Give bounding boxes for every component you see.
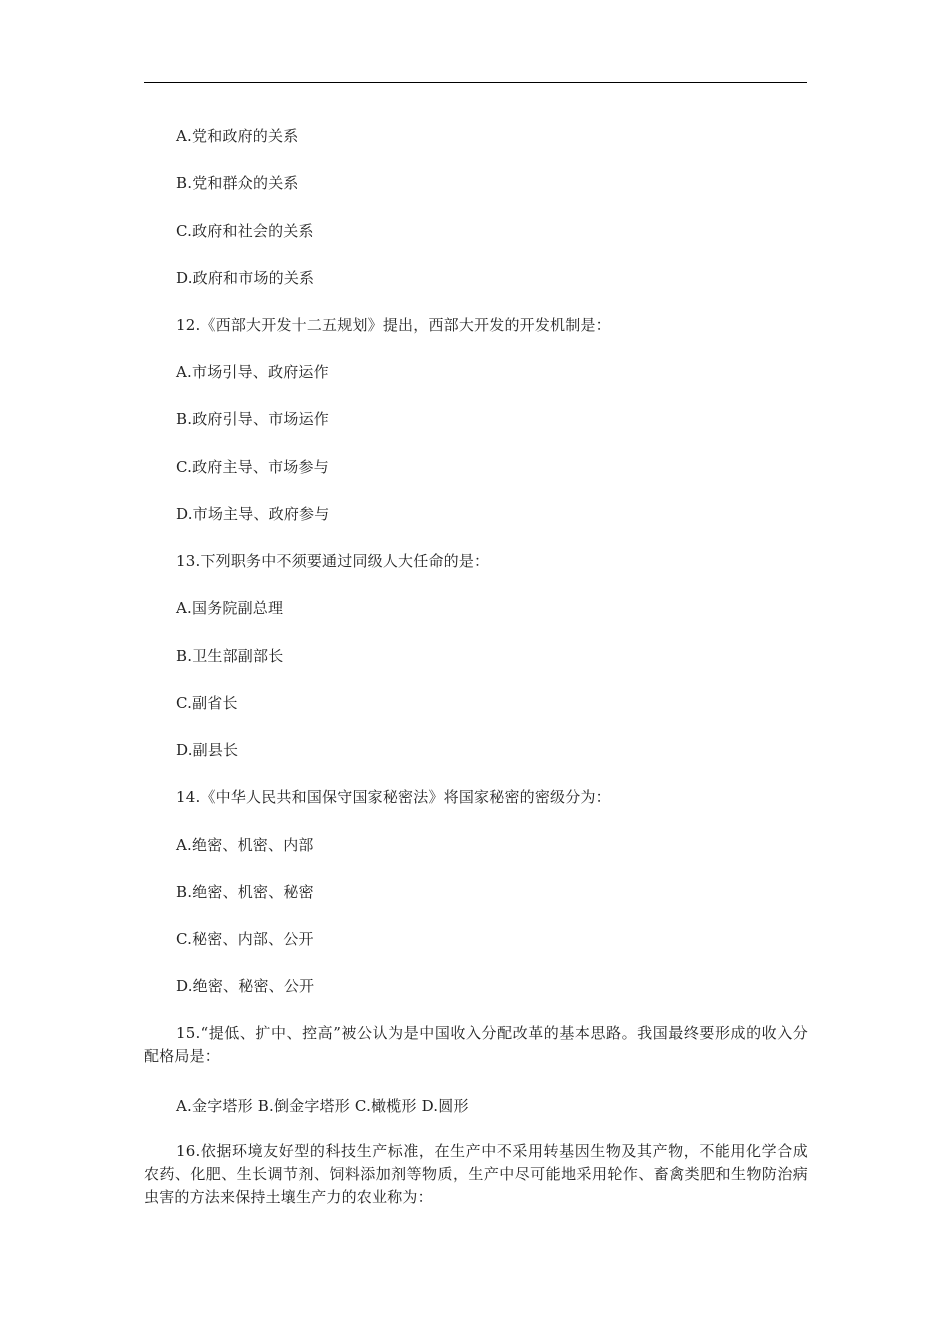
q16-question: 16.依据环境友好型的科技生产标准，在生产中不采用转基因生物及其产物，不能用化学合成农药、化肥、生长调节剂、饲料添加剂等物质，生产中尽可能地采用轮作、畜禽类肥和生物防治病虫害的方法来保持土壤生产力的农业称为： [144, 1142, 808, 1206]
q13-option-c: C.副省长 [176, 694, 238, 712]
q12-option-b: B.政府引导、市场运作 [176, 410, 329, 428]
q13-option-d: D.副县长 [176, 741, 239, 759]
q11-option-b: B.党和群众的关系 [176, 174, 299, 192]
q11-option-c: C.政府和社会的关系 [176, 222, 314, 240]
q14-option-d: D.绝密、秘密、公开 [176, 977, 315, 995]
header-rule [144, 82, 807, 83]
q13-question: 13.下列职务中不须要通过同级人大任命的是： [176, 552, 490, 570]
q12-question: 12.《西部大开发十二五规划》提出，西部大开发的开发机制是： [176, 316, 611, 334]
q14-option-b: B.绝密、机密、秘密 [176, 883, 314, 901]
q12-option-a: A.市场引导、政府运作 [176, 363, 329, 381]
q14-question: 14.《中华人民共和国保守国家秘密法》将国家秘密的密级分为： [176, 788, 611, 806]
q13-option-b: B.卫生部副部长 [176, 647, 284, 665]
q11-option-d: D.政府和市场的关系 [176, 269, 315, 287]
q11-option-a: A.党和政府的关系 [176, 127, 299, 145]
q13-option-a: A.国务院副总理 [176, 599, 284, 617]
q14-option-c: C.秘密、内部、公开 [176, 930, 314, 948]
q15-options: A.金字塔形 B.倒金字塔形 C.橄榄形 D.圆形 [176, 1097, 469, 1115]
q15-question: 15.“提低、扩中、控高”被公认为是中国收入分配改革的基本思路。我国最终要形成的收入分配格局是： [144, 1024, 808, 1065]
q14-option-a: A.绝密、机密、内部 [176, 836, 314, 854]
q12-option-d: D.市场主导、政府参与 [176, 505, 330, 523]
q12-option-c: C.政府主导、市场参与 [176, 458, 329, 476]
